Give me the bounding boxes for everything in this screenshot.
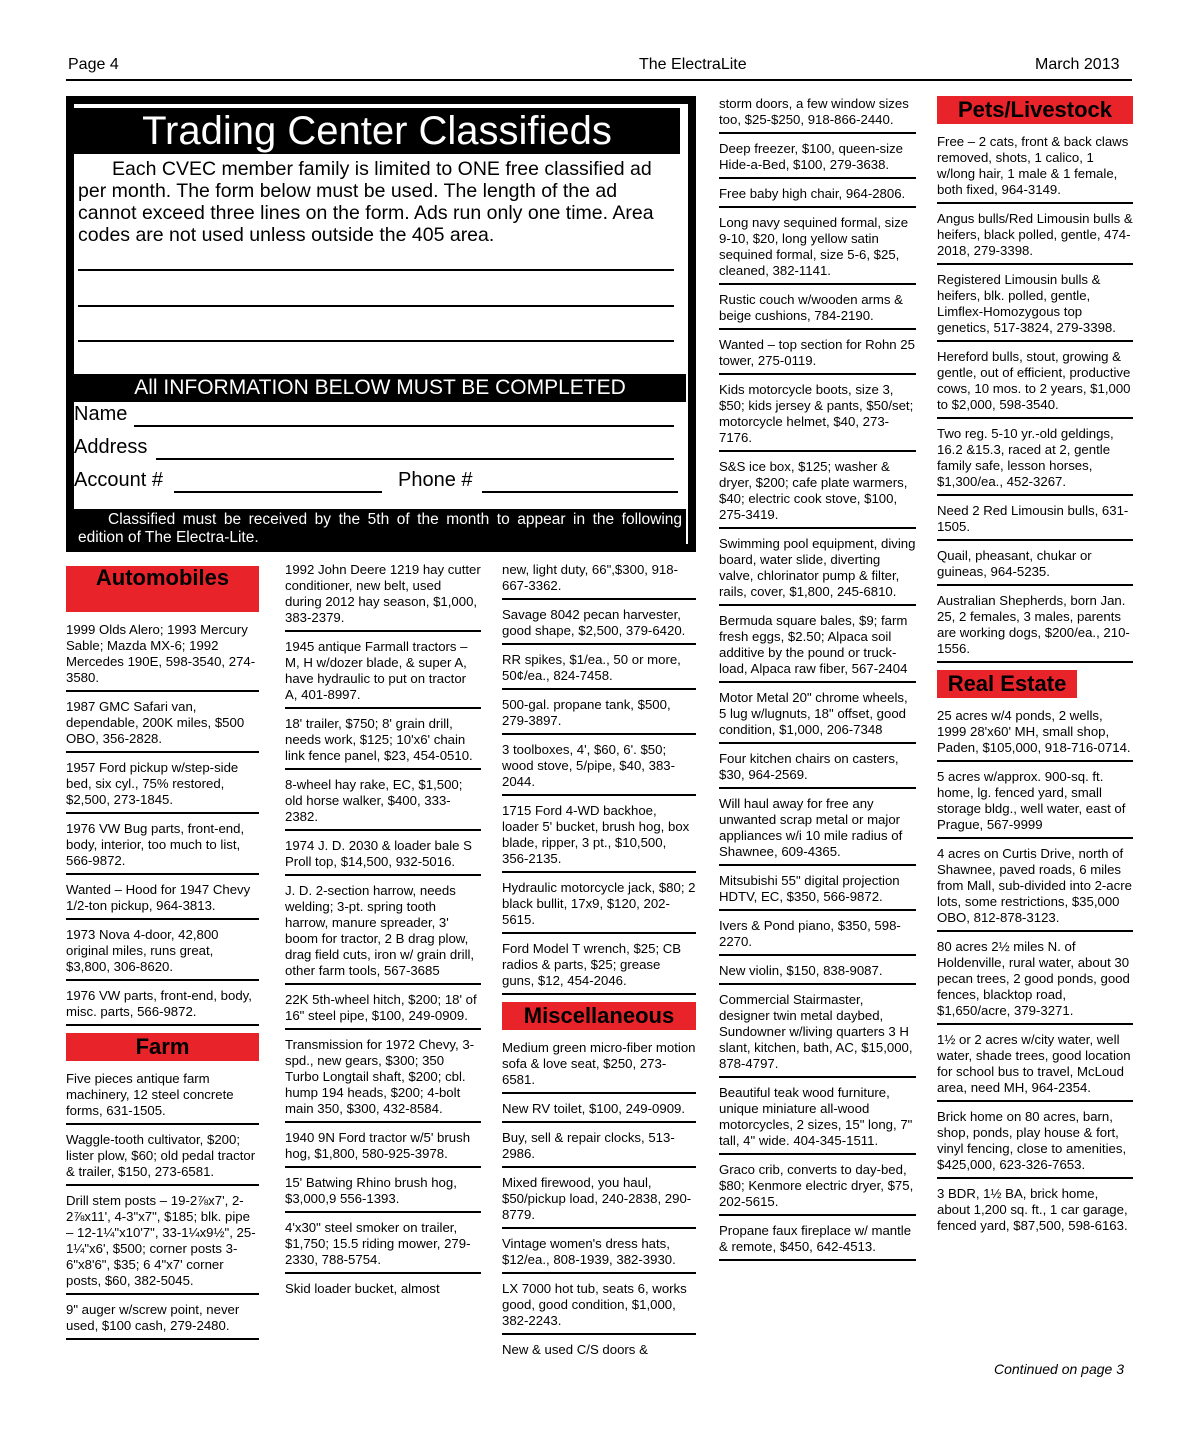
classified-ad: Kids motorcycle boots, size 3, $50; kids jersey & pants, $50/set; motorcycle helmet, $40, 273-7176. [719,382,916,452]
classified-ad: 25 acres w/4 ponds, 2 wells, 1999 28'x60' MH, small shop, Paden, $105,000, 918-716-0714. [937,708,1133,762]
classified-ad: Beautiful teak wood furniture, unique miniature all-wood motorcycles, 2 sizes, 15" long, 7" tall, 4" wide. 404-345-1511. [719,1085,916,1155]
classified-ad: 1973 Nova 4-door, 42,800 original miles, runs great, $3,800, 306-8620. [66,927,259,981]
phone-label: Phone # [398,469,473,491]
classified-ad: 22K 5th-wheel hitch, $200; 18' of 16" steel pipe, $100, 249-0909. [285,992,481,1030]
classified-ad: 18' trailer, $750; 8' grain drill, needs work, $125; 10'x6' chain link fence panel, $23, 454-0510. [285,716,481,770]
classified-ad: 1957 Ford pickup w/step-side bed, six cyl., 75% restored, $2,500, 273-1845. [66,760,259,814]
form-intro: Each CVEC member family is limited to ONE free classified ad per month. The form below must be used. The length of the ad cannot exceed three lines on the form. Ads run only one time. Area codes are not used unless outside the 405 area. [78,158,654,246]
classified-ad: 80 acres 2½ miles N. of Holdenville, rural water, about 30 pecan trees, 2 good ponds, good fences, blacktop road, $1,650/acre, 379-3271. [937,939,1133,1025]
ad-line-2[interactable] [78,305,674,307]
classified-ad: Mixed firewood, you haul, $50/pickup load, 240-2838, 290-8779. [502,1175,696,1229]
classified-ad: Australian Shepherds, born Jan. 25, 2 females, 3 males, parents are working dogs, $200/ea., 210-1556. [937,593,1133,663]
form-title: Trading Center Classifieds [74,108,680,154]
name-field[interactable] [134,425,674,427]
classified-ad: Two reg. 5-10 yr.-old geldings, 16.2 &15.3, raced at 2, gentle family safe, lesson horses, $1,300/ea., 452-3267. [937,426,1133,496]
classified-ad: Brick home on 80 acres, barn, shop, ponds, play house & fort, vinyl fencing, close to amenities, $425,000, 623-326-7653. [937,1109,1133,1179]
name-label: Name [74,403,128,425]
classified-ad: Bermuda square bales, $9; farm fresh eggs, $2.50; Alpaca soil additive by the pound or truck-load, Alpaca raw fiber, 567-2404 [719,613,916,683]
classified-ad: Waggle-tooth cultivator, $200; lister plow, $60; old pedal tractor & trailer, $150, 273-6581. [66,1132,259,1186]
classified-ad: Transmission for 1972 Chevy, 3-spd., new gears, $300; 350 Turbo Longtail shaft, $200; cbl. hump 194 heads, $200; 4-bolt main 350, $300, 432-8584. [285,1037,481,1123]
ad-line-1[interactable] [78,269,674,271]
column-3 [502,562,696,1369]
classified-ad: new, light duty, 66",$300, 918-667-3362. [502,562,696,600]
classified-ad: Skid loader bucket, almost [285,1281,440,1296]
classified-form-box [66,96,696,552]
issue-date: March 2013 [1035,56,1120,73]
column-5 [937,96,1133,1245]
classified-ad: 1987 GMC Safari van, dependable, 200K miles, $500 OBO, 356-2828. [66,699,259,753]
classified-ad: 1940 9N Ford tractor w/5' brush hog, $1,800, 580-925-3978. [285,1130,481,1168]
classified-ad: Medium green micro-fiber motion sofa & love seat, $250, 273-6581. [502,1040,696,1094]
classified-ad: 1½ or 2 acres w/city water, well water, shade trees, good location for school bus to travel, McLoud area, need MH, 964-2354. [937,1032,1133,1102]
section-farm: Farm [66,1033,259,1061]
automobiles-list [66,622,259,1026]
classified-ad: Swimming pool equipment, diving board, water slide, diverting valve, chlorinator pump & filter, rails, cover, $1,800, 245-6810. [719,536,916,606]
classified-ad: 4'x30" steel smoker on trailer, $1,750; 15.5 riding mower, 279-2330, 788-5754. [285,1220,481,1274]
classified-ad: 3 BDR, 1½ BA, brick home, about 1,200 sq. ft., 1 car garage, fenced yard, $87,500, 598-6163. [937,1186,1128,1233]
pets-list [937,134,1133,663]
classified-ad: Hereford bulls, stout, growing & gentle, out of efficient, productive cows, 10 mos. to 2 years, $1,000 to $2,000, 598-3540. [937,349,1133,419]
deadline-notice: Classified must be received by the 5th of the month to appear in the following edition of The Electra-Lite. [74,509,686,546]
section-pets-livestock: Pets/Livestock [937,96,1133,124]
column-4 [719,96,916,1268]
publication-title: The ElectraLite [639,56,747,73]
classified-ad: Wanted – top section for Rohn 25 tower, 275-0119. [719,337,916,375]
classified-ad: 1715 Ford 4-WD backhoe, loader 5' bucket, brush hog, box blade, ripper, 3 pt., $10,500, 356-2135. [502,803,696,873]
classified-ad: 1974 J. D. 2030 & loader bale S Proll top, $14,500, 932-5016. [285,838,481,876]
real-estate-list [937,708,1133,1238]
column-1 [66,566,259,1347]
classified-ad: Ford Model T wrench, $25; CB radios & parts, $25; grease guns, $12, 454-2046. [502,941,696,995]
classified-ad: Savage 8042 pecan harvester, good shape, $2,500, 379-6420. [502,607,696,645]
classified-ad: Free – 2 cats, front & back claws removed, shots, 1 calico, 1 w/long hair, 1 male & 1 female, both fixed, 964-3149. [937,134,1133,204]
classified-ad: Graco crib, converts to day-bed, $80; Kenmore electric dryer, $75, 202-5615. [719,1162,916,1216]
classified-ad: Buy, sell & repair clocks, 513-2986. [502,1130,696,1168]
classified-ad: 8-wheel hay rake, EC, $1,500; old horse walker, $400, 333-2382. [285,777,481,831]
classified-ad: 1945 antique Farmall tractors – M, H w/dozer blade, & super A, have hydraulic to put on tractor A, 401-8997. [285,639,481,709]
classified-ad: Registered Limousin bulls & heifers, blk. polled, gentle, Limflex-Homozygous top genetics, 517-3824, 279-3398. [937,272,1133,342]
section-miscellaneous: Miscellaneous [502,1002,696,1030]
classified-ad: RR spikes, $1/ea., 50 or more, 50¢/ea., 824-7458. [502,652,696,690]
page-number: Page 4 [68,56,119,73]
classified-ad: Will haul away for free any unwanted scrap metal or major appliances w/i 10 mile radius of Shawnee, 609-4365. [719,796,916,866]
classified-ad: 3 toolboxes, 4', $60, 6'. $50; wood stove, 5/pipe, $40, 383-2044. [502,742,696,796]
classified-ad: Rustic couch w/wooden arms & beige cushions, 784-2190. [719,292,916,330]
farm-list-continued [285,562,481,1301]
address-field[interactable] [156,458,674,460]
address-label: Address [74,436,148,458]
section-automobiles: Automobiles [66,566,259,612]
classified-ad: Angus bulls/Red Limousin bulls & heifers, black polled, gentle, 474-2018, 279-3398. [937,211,1133,265]
classified-ad: Mitsubishi 55" digital projection HDTV, EC, $350, 566-9872. [719,873,916,911]
classified-ad: Commercial Stairmaster, designer twin metal daybed, Sundowner w/living quarters 3 H slant, kitchen, bath, AC, $15,000, 878-4797. [719,992,916,1078]
classified-ad: Quail, pheasant, chukar or guineas, 964-5235. [937,548,1133,586]
classified-ad: Wanted – Hood for 1947 Chevy 1/2-ton pickup, 964-3813. [66,882,259,920]
account-label: Account # [74,469,163,491]
classified-ad: Hydraulic motorcycle jack, $80; 2 black bullit, 17x9, $120, 202-5615. [502,880,696,934]
classified-ad: 4 acres on Curtis Drive, north of Shawnee, paved roads, 6 miles from Mall, sub-divided into 2-acre lots, some restrictions, $35,000 OBO, 812-878-3123. [937,846,1133,932]
phone-field[interactable] [482,491,678,493]
continued-note: Continued on page 3 [994,1361,1124,1377]
classified-ad: Propane faux fireplace w/ mantle & remote, $450, 642-4513. [719,1223,916,1261]
classified-ad: Five pieces antique farm machinery, 12 steel concrete forms, 631-1505. [66,1071,259,1125]
classified-ad: 1992 John Deere 1219 hay cutter conditioner, new belt, used during 2012 hay season, $1,000, 383-2379. [285,562,481,632]
classified-ad: Need 2 Red Limousin bulls, 631-1505. [937,503,1133,541]
classified-ad: Ivers & Pond piano, $350, 598-2270. [719,918,916,956]
classified-ad: LX 7000 hot tub, seats 6, works good, good condition, $1,000, 382-2243. [502,1281,696,1335]
classified-ad: 15' Batwing Rhino brush hog, $3,000,9 556-1393. [285,1175,481,1213]
classified-ad: 1976 VW parts, front-end, body, misc. parts, 566-9872. [66,988,259,1026]
classified-ad: Deep freezer, $100, queen-size Hide-a-Bed, $100, 279-3638. [719,141,916,179]
account-field[interactable] [174,491,382,493]
classified-ad: storm doors, a few window sizes too, $25-$250, 918-866-2440. [719,96,916,134]
farm-list [66,1071,259,1340]
classified-ad: 5 acres w/approx. 900-sq. ft. home, lg. fenced yard, small storage bldg., well water, east of Prague, 567-9999 [937,769,1133,839]
classified-ad: New RV toilet, $100, 249-0909. [502,1101,696,1123]
classified-ad: New violin, $150, 838-9087. [719,963,916,985]
classified-ad: 1999 Olds Alero; 1993 Mercury Sable; Mazda MX-6; 1992 Mercedes 190E, 598-3540, 274-3580. [66,622,259,692]
header-rule [66,79,1132,81]
farm-list-continued-2 [502,562,696,995]
info-heading: All INFORMATION BELOW MUST BE COMPLETED [74,374,686,402]
classified-ad: S&S ice box, $125; washer & dryer, $200; cafe plate warmers, $40; electric cook stove, $100, 275-3419. [719,459,916,529]
classified-ad: Four kitchen chairs on casters, $30, 964-2569. [719,751,916,789]
classified-ad: Motor Metal 20" chrome wheels, 5 lug w/lugnuts, 18" offset, good condition, $1,000, 206-7348 [719,690,916,744]
column-2 [285,562,481,1308]
classified-ad: Long navy sequined formal, size 9-10, $20, long yellow satin sequined formal, size 5-6, $25, cleaned, 382-1141. [719,215,916,285]
classified-ad: Drill stem posts – 19-2⅞x7', 2-2⅞x11', 4-3"x7", $185; blk. pipe – 12-1¼"x10'7", 33-1¼x9½", 25-1¼"x6', $500; corner posts 3-6"x8'6", $35; 6 4"x7' corner posts, $60, 382-5045. [66,1193,259,1295]
classified-ad: Vintage women's dress hats, $12/ea., 808-1939, 382-3930. [502,1236,696,1274]
classified-ad: New & used C/S doors & [502,1342,648,1357]
miscellaneous-list-continued [719,96,916,1261]
classified-ad: J. D. 2-section harrow, needs welding; 3-pt. spring tooth harrow, manure spreader, 3' boom for tractor, 2 B drag plow, drag field cuts, iron w/ grain drill, other farm tools, 567-3685 [285,883,481,985]
ad-line-3[interactable] [78,340,674,342]
section-real-estate: Real Estate [937,670,1077,698]
classified-ad: Free baby high chair, 964-2806. [719,186,916,208]
classified-ad: 500-gal. propane tank, $500, 279-3897. [502,697,696,735]
classified-ad: 1976 VW Bug parts, front-end, body, interior, too much to list, 566-9872. [66,821,259,875]
miscellaneous-list [502,1040,696,1362]
classified-ad: 9" auger w/screw point, never used, $100 cash, 279-2480. [66,1302,259,1340]
